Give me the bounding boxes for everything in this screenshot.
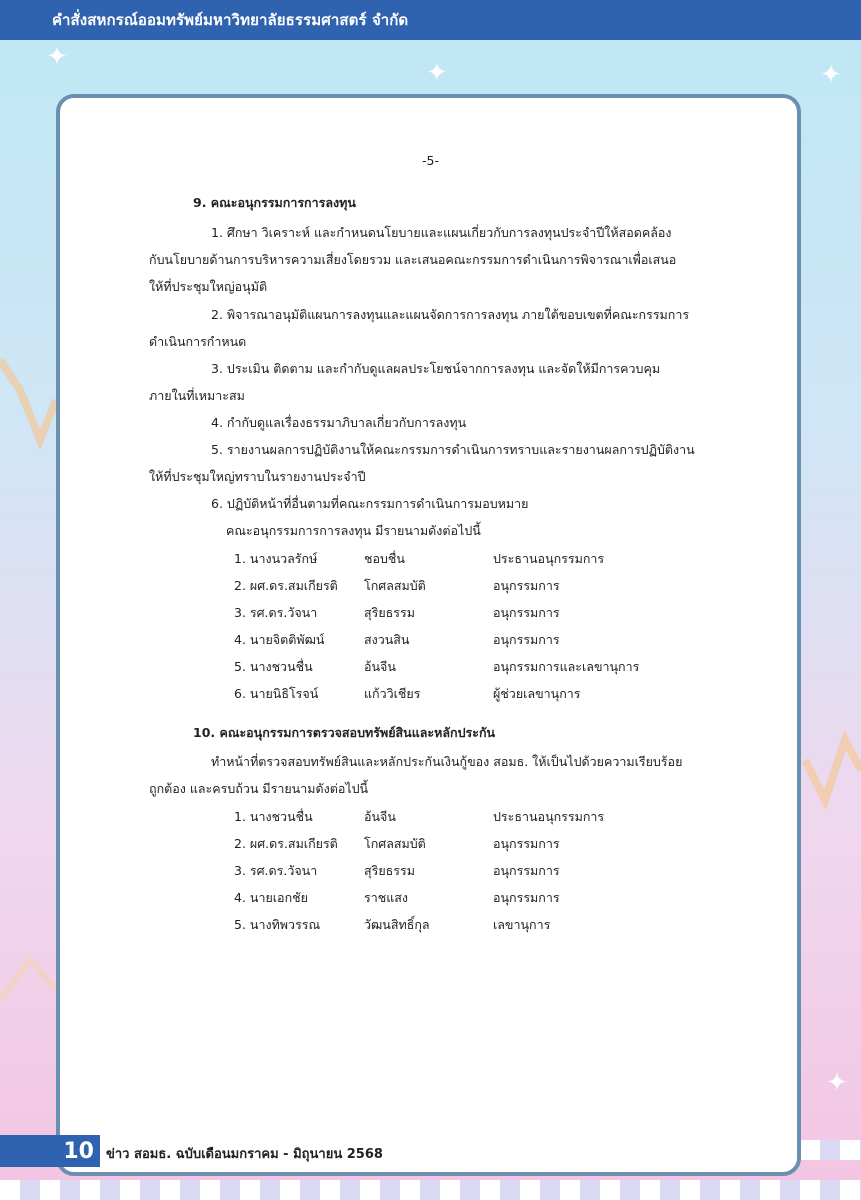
member-surname: โกศลสมบัติ <box>364 578 426 593</box>
s9-item1-line1: 1. ศึกษา วิเคราะห์ และกำหนดนโยบายและแผนเกี่ยวกับการลงทุนประจำปีให้สอดคล้อง <box>211 225 672 240</box>
member-surname: ชอบชื่น <box>364 551 405 566</box>
member-role: อนุกรรมการ <box>493 605 560 620</box>
s9-item3-line2: ภายในที่เหมาะสม <box>149 388 245 403</box>
sparkle-icon: ✦ <box>426 58 448 88</box>
member-surname: สุริยธรรม <box>364 863 415 878</box>
member-name: 1. นางชวนชื่น <box>234 809 313 824</box>
header-title: คำสั่งสหกรณ์ออมทรัพย์มหาวิทยาลัยธรรมศาสตร์ จำกัด <box>52 11 409 29</box>
sparkle-icon: ✦ <box>826 1068 848 1098</box>
member-role: อนุกรรมการ <box>493 863 560 878</box>
member-name: 4. นายจิตติพัฒน์ <box>234 632 325 647</box>
s9-item1-line3: ให้ที่ประชุมใหญ่อนุมัติ <box>149 279 268 294</box>
member-name: 2. ผศ.ดร.สมเกียรติ <box>234 578 338 593</box>
sparkle-icon: ✦ <box>820 60 842 90</box>
member-role: อนุกรรมการ <box>493 836 560 851</box>
header-bar <box>0 0 861 40</box>
member-surname: โกศลสมบัติ <box>364 836 426 851</box>
member-role: อนุกรรมการ <box>493 578 560 593</box>
member-surname: อ้นจีน <box>364 659 396 674</box>
s9-item2-line1: 2. พิจารณาอนุมัติแผนการลงทุนและแผนจัดการการลงทุน ภายใต้ขอบเขตที่คณะกรรมการ <box>211 307 690 322</box>
member-role: เลขานุการ <box>493 917 551 932</box>
member-role: อนุกรรมการและเลขานุการ <box>493 659 640 674</box>
member-name: 6. นายนิธิโรจน์ <box>234 686 319 701</box>
s10-body-line1: ทำหน้าที่ตรวจสอบทรัพย์สินและหลักประกันเงินกู้ของ สอมธ. ให้เป็นไปด้วยความเรียบร้อย <box>211 754 683 769</box>
member-name: 3. รศ.ดร.วัจนา <box>234 605 318 620</box>
footer-page-number: 10 <box>0 1135 100 1167</box>
s9-item2-line2: ดำเนินการกำหนด <box>149 334 247 349</box>
s9-members-intro: คณะอนุกรรมการการลงทุน มีรายนามดังต่อไปนี้ <box>226 523 481 538</box>
s9-item5-line2: ให้ที่ประชุมใหญ่ทราบในรายงานประจำปี <box>149 469 366 484</box>
section9-heading: 9. คณะอนุกรรมการการลงทุน <box>193 195 356 210</box>
footer-text: ข่าว สอมธ. ฉบับเดือนมกราคม - มิถุนายน 2568 <box>106 1147 383 1162</box>
member-role: อนุกรรมการ <box>493 890 560 905</box>
s10-body-line2: ถูกต้อง และครบถ้วน มีรายนามดังต่อไปนี้ <box>149 781 369 796</box>
s9-item6: 6. ปฏิบัติหน้าที่อื่นตามที่คณะกรรมการดำเนินการมอบหมาย <box>211 496 529 511</box>
member-name: 5. นางชวนชื่น <box>234 659 313 674</box>
section10-heading: 10. คณะอนุกรรมการตรวจสอบทรัพย์สินและหลักประกัน <box>193 725 496 740</box>
member-name: 3. รศ.ดร.วัจนา <box>234 863 318 878</box>
member-surname: ราชแสง <box>364 890 409 905</box>
member-role: ประธานอนุกรรมการ <box>493 551 605 566</box>
s9-item4: 4. กำกับดูแลเรื่องธรรมาภิบาลเกี่ยวกับการลงทุน <box>211 415 467 430</box>
member-role: อนุกรรมการ <box>493 632 560 647</box>
member-role: ประธานอนุกรรมการ <box>493 809 605 824</box>
s9-item5-line1: 5. รายงานผลการปฏิบัติงานให้คณะกรรมการดำเนินการทราบและรายงานผลการปฏิบัติงาน <box>211 442 695 457</box>
checker-pattern <box>0 1180 861 1200</box>
member-name: 5. นางทิพวรรณ <box>234 917 321 932</box>
member-surname: สุริยธรรม <box>364 605 415 620</box>
member-name: 4. นายเอกชัย <box>234 890 308 905</box>
member-role: ผู้ช่วยเลขานุการ <box>493 686 581 701</box>
page-marker: -5- <box>422 153 439 168</box>
member-surname: สงวนสิน <box>364 632 410 647</box>
s9-item1-line2: กับนโยบายด้านการบริหารความเสี่ยงโดยรวม และเสนอคณะกรรมการดำเนินการพิจารณาเพื่อเสนอ <box>149 252 677 267</box>
member-surname: แก้ววิเชียร <box>364 686 421 701</box>
member-surname: อ้นจีน <box>364 809 396 824</box>
sparkle-icon: ✦ <box>46 42 68 72</box>
member-surname: วัฒนสิทธิ์กุล <box>364 917 430 932</box>
s9-item3-line1: 3. ประเมิน ติดตาม และกำกับดูแลผลประโยชน์จากการลงทุน และจัดให้มีการควบคุม <box>211 361 661 376</box>
member-name: 2. ผศ.ดร.สมเกียรติ <box>234 836 338 851</box>
member-name: 1. นางนวลรักษ์ <box>234 551 318 566</box>
